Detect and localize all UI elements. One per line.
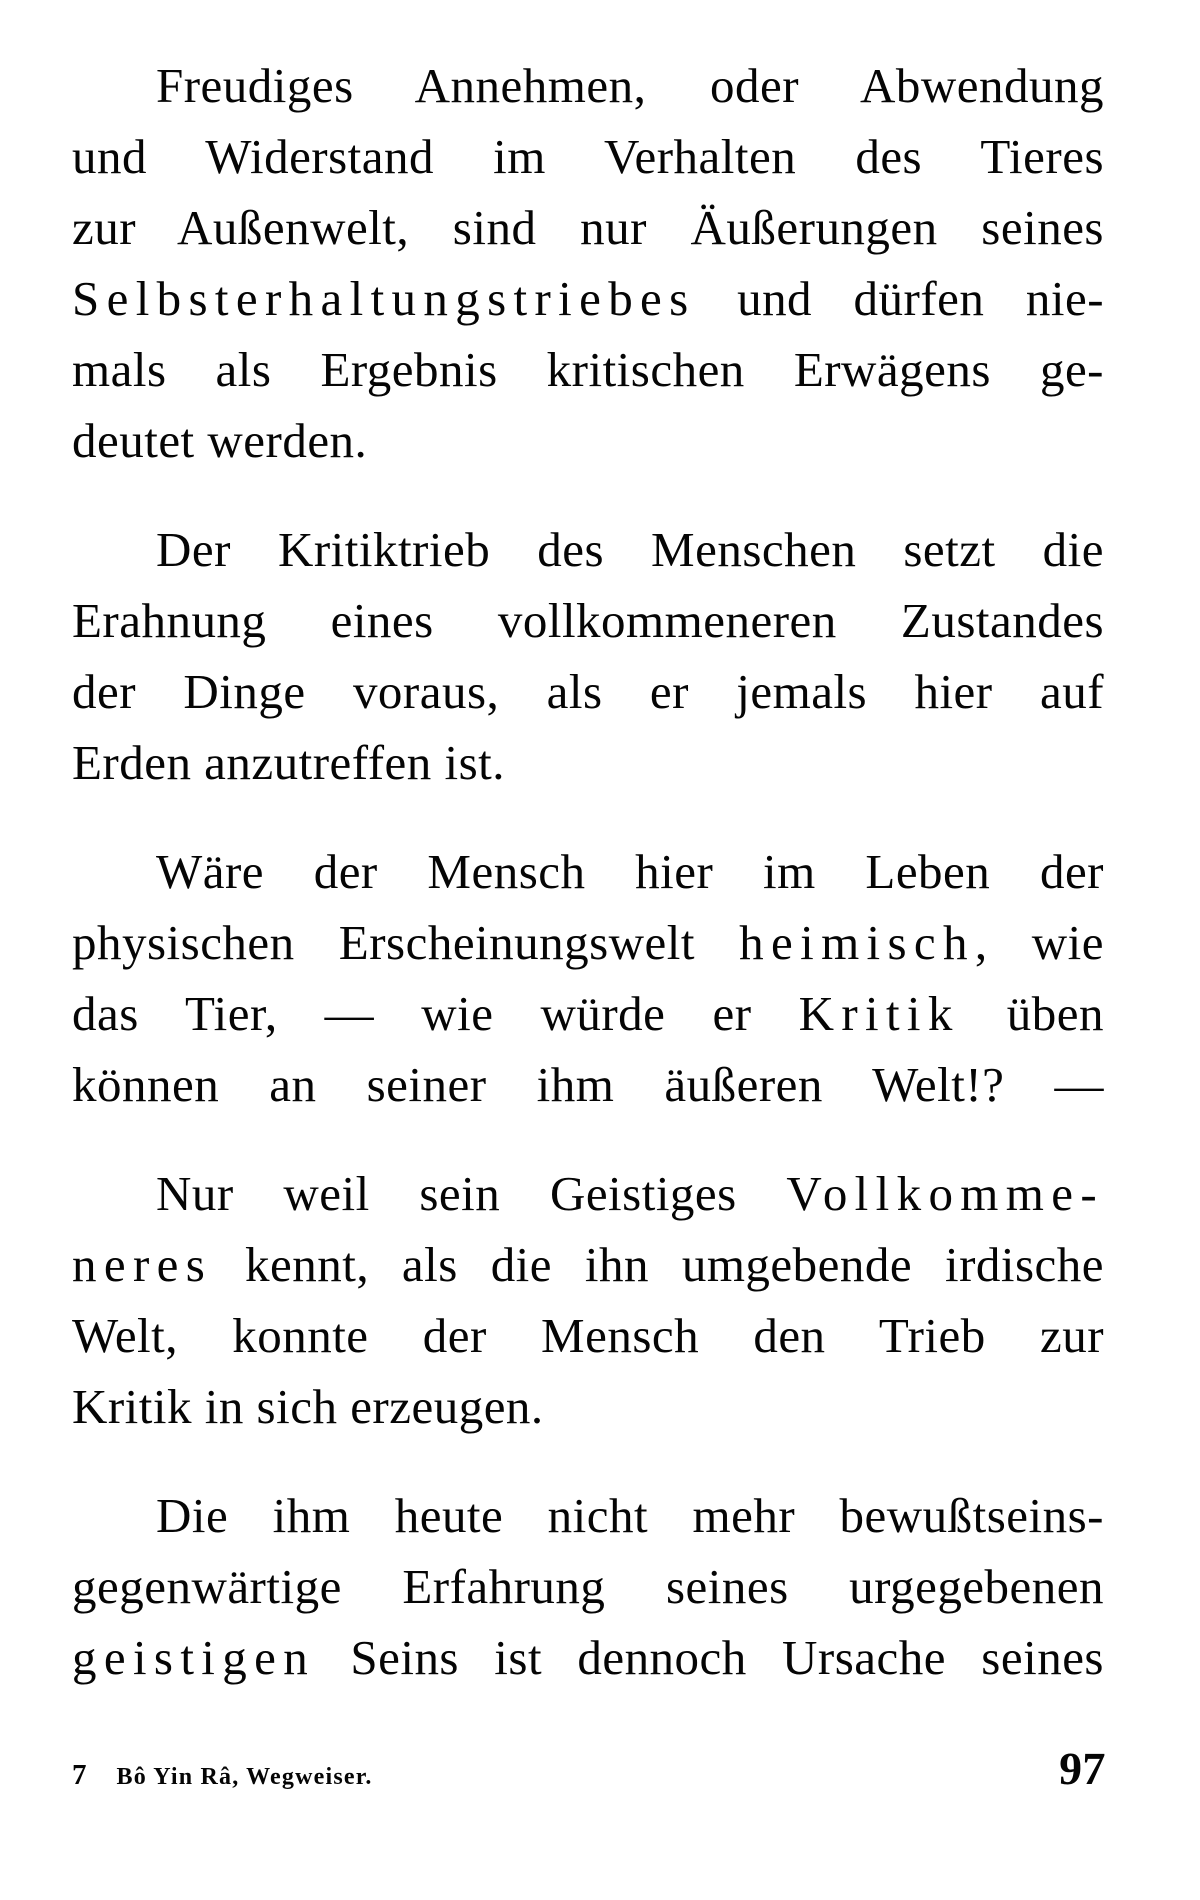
text-segment: Wäre der Mensch hier im Leben der — [156, 844, 1104, 899]
paragraph — [72, 1480, 1104, 1693]
emphasized-word: Kritik — [798, 986, 960, 1041]
text-segment: das Tier, — wie würde er — [72, 986, 799, 1041]
text-line — [72, 1158, 1104, 1229]
text-segment: Der Kritiktrieb des Menschen setzt die — [156, 522, 1104, 577]
text-segment: , wie — [974, 915, 1105, 970]
text-line — [72, 1049, 1104, 1120]
text-segment: und Widerstand im Verhalten des Tieres — [72, 129, 1104, 184]
emphasized-word: heimisch — [739, 915, 975, 970]
footer-imprint — [72, 1759, 373, 1792]
paragraph — [72, 836, 1104, 1120]
page-footer — [72, 1742, 1105, 1795]
text-line — [72, 727, 1104, 798]
text-line — [72, 405, 1104, 476]
text-line — [72, 50, 1104, 121]
text-line — [72, 514, 1104, 585]
text-segment: Erden anzutreffen ist. — [72, 735, 505, 790]
text-line — [72, 121, 1104, 192]
text-line — [72, 1371, 1104, 1442]
text-line — [72, 1300, 1104, 1371]
text-line — [72, 334, 1104, 405]
text-segment: Seins ist dennoch Ursache seines — [315, 1630, 1104, 1685]
text-segment: zur Außenwelt, sind nur Äußerungen seines — [72, 200, 1104, 255]
text-segment: gegenwärtige Erfahrung seines urgegebenen — [72, 1559, 1104, 1614]
text-segment: und dürfen nie- — [695, 271, 1104, 326]
text-segment: üben — [959, 986, 1105, 1041]
text-line — [72, 1480, 1104, 1551]
text-segment: Nur weil sein Geistiges — [156, 1166, 787, 1221]
paragraph — [72, 514, 1104, 798]
text-line — [72, 1229, 1104, 1300]
paragraph — [72, 50, 1104, 476]
emphasized-word: geistigen — [72, 1630, 316, 1685]
page-number: 97 — [1058, 1743, 1106, 1794]
page-text — [72, 50, 1104, 1693]
emphasized-word: neres — [72, 1237, 213, 1292]
text-segment: Welt, konnte der Mensch den Trieb zur — [72, 1308, 1104, 1363]
book-credit: Bô Yin Râ, Wegweiser. — [116, 1764, 373, 1790]
text-line — [72, 907, 1104, 978]
text-segment: Kritik in sich erzeugen. — [72, 1379, 544, 1434]
text-line — [72, 978, 1104, 1049]
text-segment: Die ihm heute nicht mehr bewußtseins- — [156, 1488, 1104, 1543]
paragraph — [72, 1158, 1104, 1442]
text-line — [72, 656, 1104, 727]
text-line — [72, 836, 1104, 907]
emphasized-word: Selbsterhaltungstriebes — [72, 271, 696, 326]
text-segment: kennt, als die ihn umgebende irdische — [212, 1237, 1104, 1292]
signature-number: 7 — [72, 1759, 87, 1791]
text-line — [72, 192, 1104, 263]
text-line — [72, 1622, 1104, 1693]
text-line — [72, 1551, 1104, 1622]
text-segment: mals als Ergebnis kritischen Erwägens ge- — [72, 342, 1104, 397]
text-segment: der Dinge voraus, als er jemals hier auf — [72, 664, 1104, 719]
text-segment: physischen Erscheinungswelt — [72, 915, 740, 970]
text-segment: können an seiner ihm äußeren Welt!? — — [72, 1057, 1104, 1112]
emphasized-word: Vollkomme- — [786, 1166, 1104, 1221]
text-line — [72, 585, 1104, 656]
text-segment: Freudiges Annehmen, oder Abwendung — [156, 58, 1104, 113]
text-line — [72, 263, 1104, 334]
text-segment: Erahnung eines vollkommeneren Zustandes — [72, 593, 1104, 648]
text-segment: deutet werden. — [72, 413, 368, 468]
